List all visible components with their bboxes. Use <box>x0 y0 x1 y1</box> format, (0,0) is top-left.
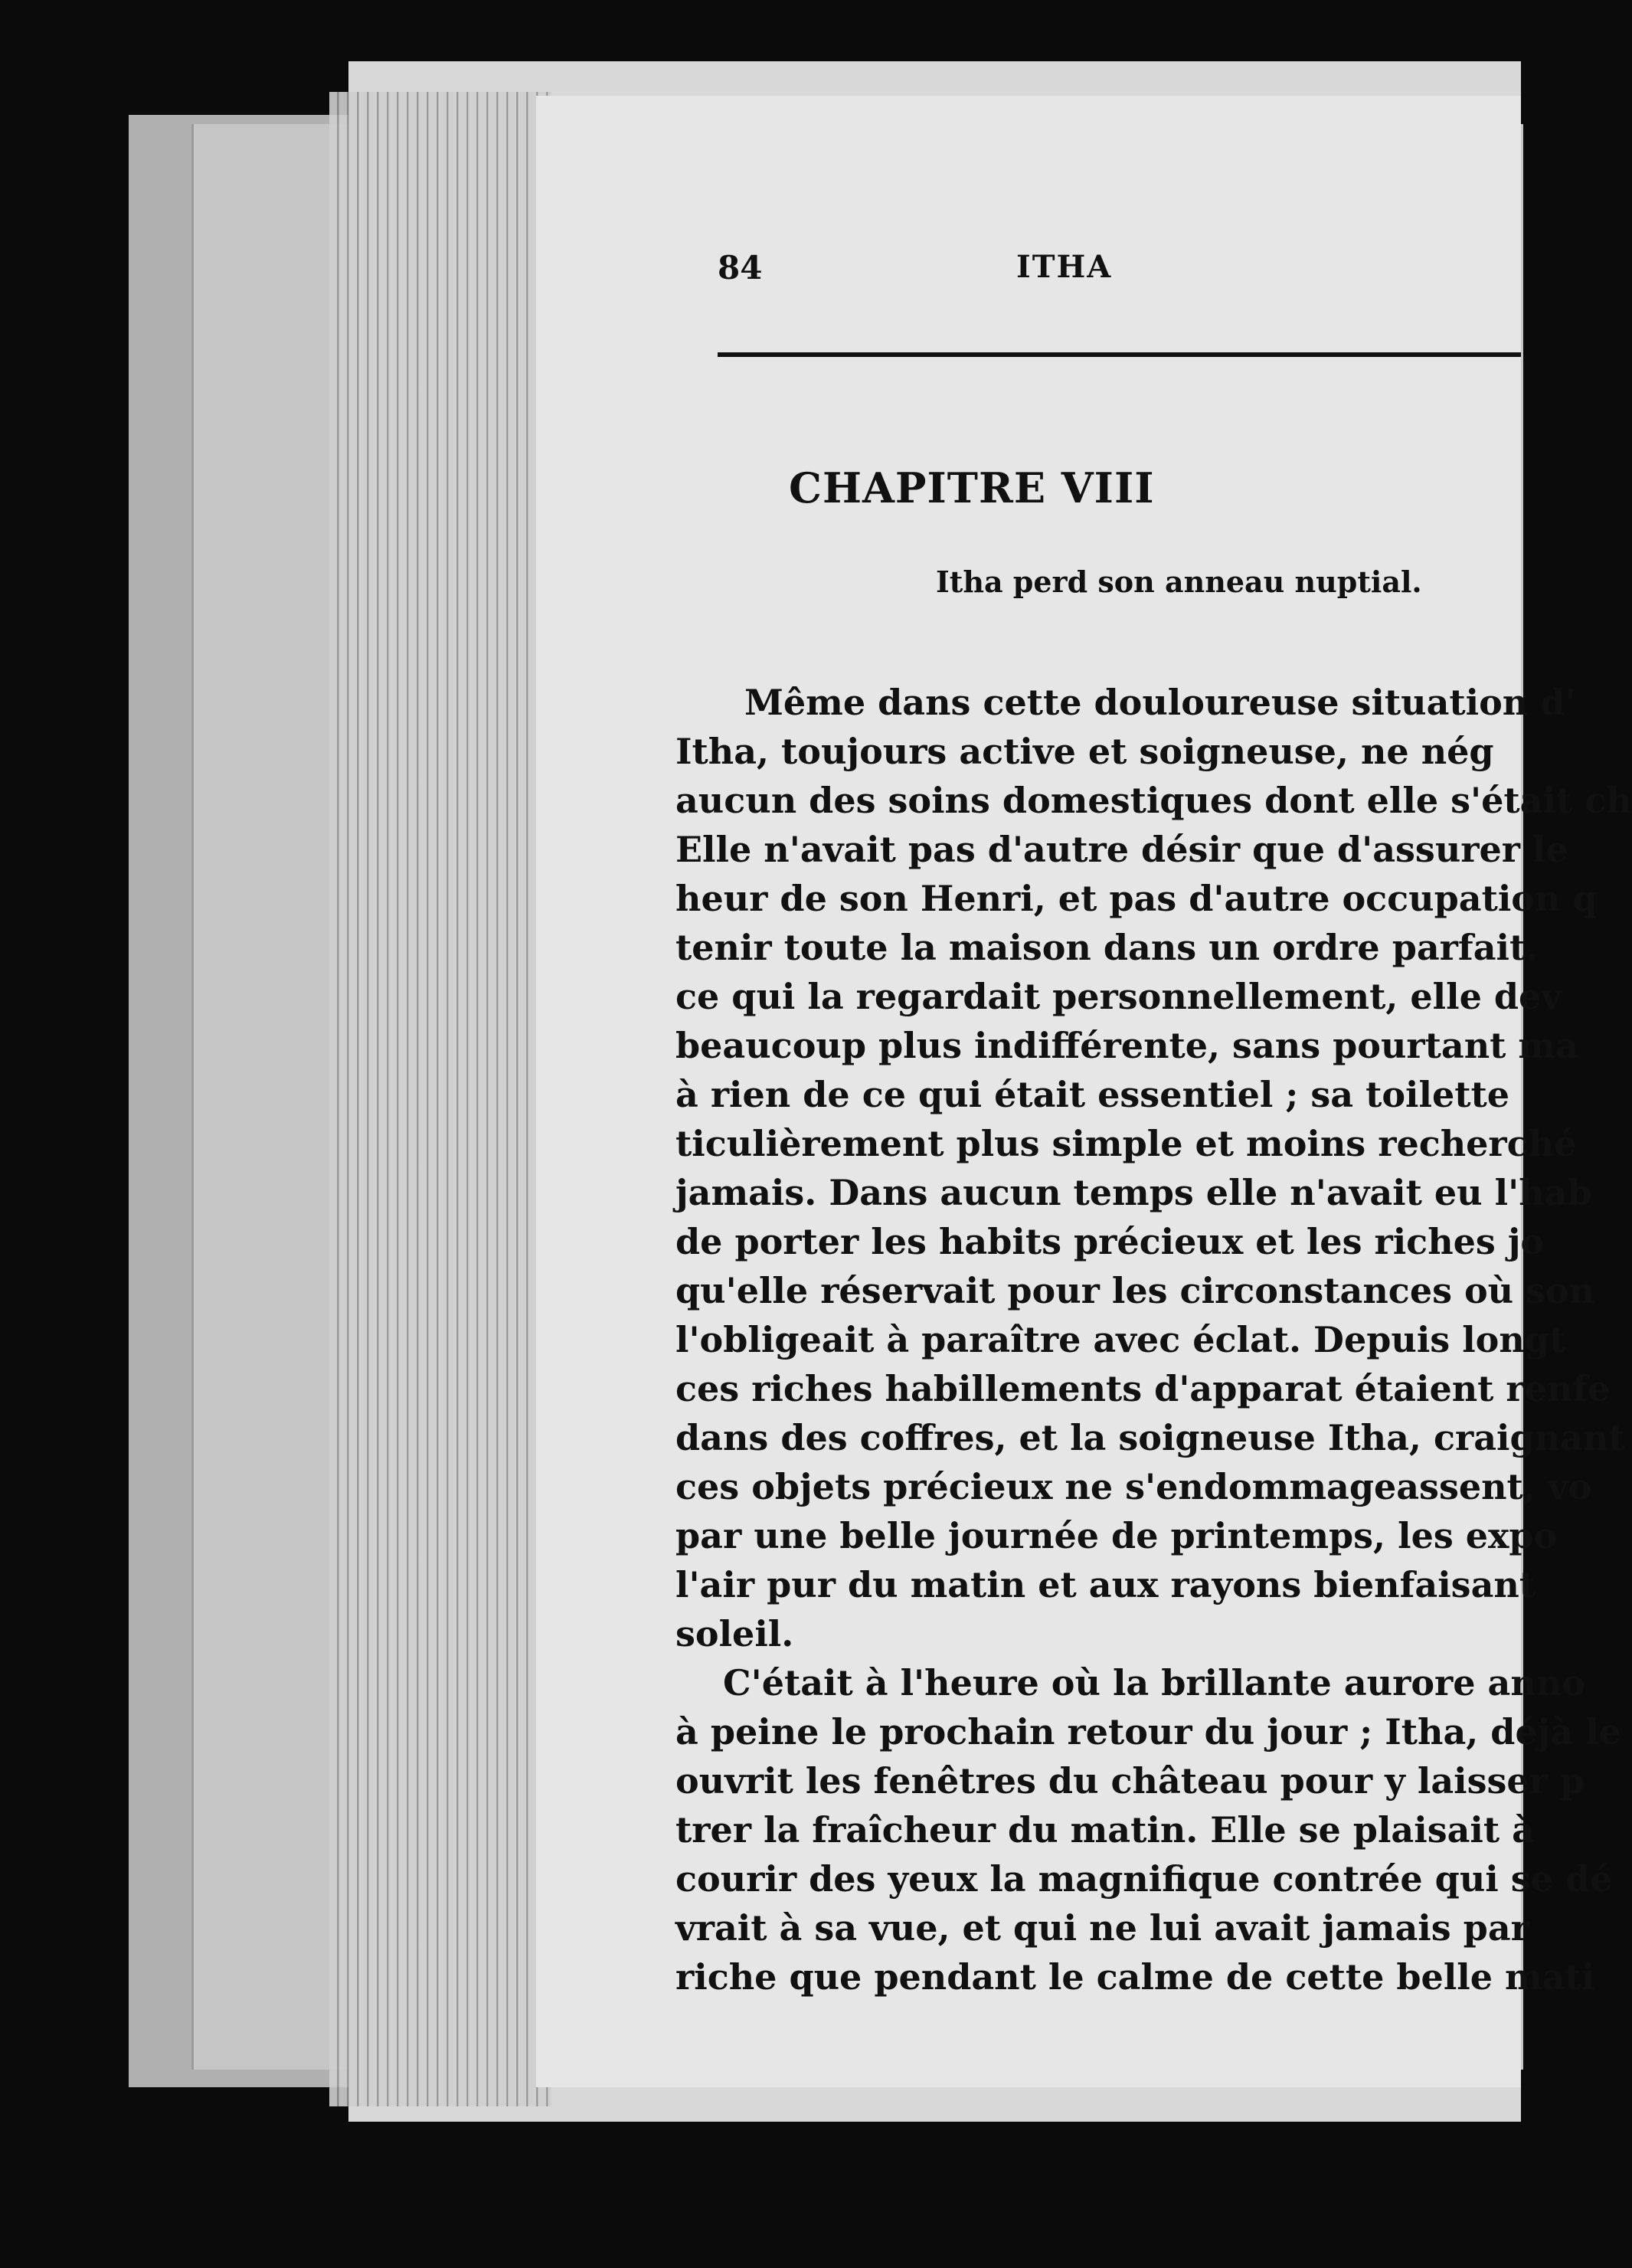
text-line: Elle n'avait pas d'autre désir que d'assurer le <box>675 829 1568 870</box>
chapter-subtitle: Itha perd son anneau nuptial. <box>936 565 1422 599</box>
text-line: l'obligeait à paraître avec éclat. Depuis longt <box>675 1319 1566 1360</box>
body-text <box>675 678 1632 2087</box>
text-line: C'était à l'heure où la brillante aurore anno <box>723 1662 1585 1703</box>
text-line: riche que pendant le calme de cette belle mati <box>675 1956 1595 1998</box>
text-line: l'air pur du matin et aux rayons bienfaisant <box>675 1564 1536 1605</box>
text-line: tenir toute la maison dans un ordre parfait. <box>675 927 1539 968</box>
text-line: trer la fraîcheur du matin. Elle se plaisait à <box>675 1809 1535 1851</box>
text-line: de porter les habits précieux et les riches jo <box>675 1221 1545 1262</box>
page-number: 84 <box>718 249 763 286</box>
text-line: beaucoup plus indifférente, sans pourtant ma <box>675 1025 1578 1066</box>
running-title: ITHA <box>1016 249 1113 285</box>
text-line: courir des yeux la magnifique contrée qui se dé <box>675 1858 1613 1900</box>
text-line: par une belle journée de printemps, les expo <box>675 1515 1558 1556</box>
text-line: ce qui la regardait personnellement, elle dev <box>675 976 1562 1017</box>
text-line: dans des coffres, et la soigneuse Itha, craignant <box>675 1417 1625 1458</box>
header-rule <box>718 352 1521 357</box>
text-line: Même dans cette douloureuse situation d' <box>744 682 1576 723</box>
text-line: qu'elle réservait pour les circonstances où son <box>675 1270 1595 1311</box>
text-line: Itha, toujours active et soigneuse, ne nég <box>675 731 1494 772</box>
text-line: jamais. Dans aucun temps elle n'avait eu l'hab <box>675 1172 1592 1213</box>
text-line: ticulièrement plus simple et moins recherché <box>675 1123 1577 1164</box>
text-line: vrait à sa vue, et qui ne lui avait jamais par <box>675 1907 1529 1949</box>
page-edges <box>329 92 551 2106</box>
page-header <box>718 249 1521 310</box>
text-line: à peine le prochain retour du jour ; Itha, déjà le <box>675 1711 1621 1753</box>
book-page <box>536 96 1632 2087</box>
chapter-title: CHAPITRE VIII <box>789 463 1155 512</box>
text-line: aucun des soins domestiques dont elle s'était ch <box>675 780 1632 821</box>
text-line: ces riches habillements d'apparat étaient renfe <box>675 1368 1611 1409</box>
text-line: heur de son Henri, et pas d'autre occupation q <box>675 878 1598 919</box>
text-line: à rien de ce qui était essentiel ; sa toilette <box>675 1074 1510 1115</box>
text-line: ouvrit les fenêtres du château pour y laisser p <box>675 1760 1585 1802</box>
text-line: ces objets précieux ne s'endommageassent, vo <box>675 1466 1592 1507</box>
text-line: soleil. <box>675 1613 794 1654</box>
